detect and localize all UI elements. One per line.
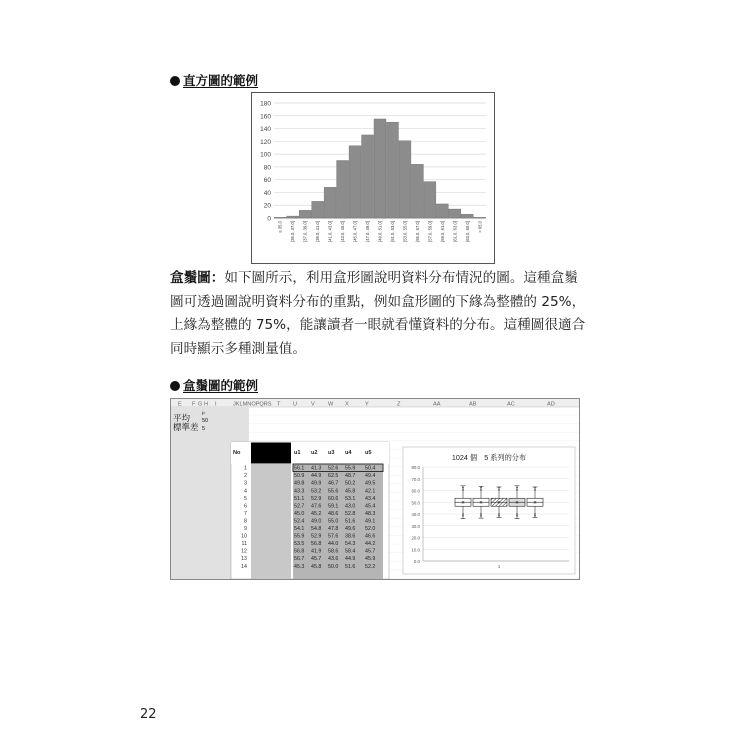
boxplot-outlier bbox=[480, 513, 482, 515]
table-cell: 62.5 bbox=[328, 473, 339, 480]
y-tick-label: 160 bbox=[260, 113, 271, 121]
boxplot-outlier bbox=[498, 513, 500, 515]
table-cell: 56.8 bbox=[294, 548, 305, 555]
column-letter: AB bbox=[469, 401, 477, 408]
row-number: 8 bbox=[244, 518, 247, 525]
boxplot-outlier bbox=[462, 513, 464, 515]
histogram-bar bbox=[411, 164, 423, 218]
table-cell: 45.2 bbox=[311, 510, 322, 517]
table-cell: 53.5 bbox=[294, 541, 305, 548]
histogram-bar bbox=[349, 146, 361, 218]
table-cell: 52.9 bbox=[311, 495, 322, 502]
histogram-bar bbox=[299, 210, 311, 218]
histogram-bar bbox=[399, 141, 411, 218]
table-cell: 55.6 bbox=[328, 488, 339, 495]
spreadsheet-svg bbox=[171, 399, 579, 579]
y-tick-label: 180 bbox=[260, 100, 271, 108]
table-cell: 48.6 bbox=[328, 510, 339, 517]
boxplot-outlier bbox=[498, 515, 500, 517]
table-cell: 52.2 bbox=[365, 563, 376, 570]
table-cell: 59.1 bbox=[328, 503, 339, 510]
table-cell: 54.3 bbox=[345, 541, 356, 548]
table-cell: 51.6 bbox=[345, 563, 356, 570]
x-tick-label: (51.0, 53.0] bbox=[389, 221, 395, 243]
boxplot-y-tick: 70.0 bbox=[411, 476, 420, 482]
boxplot-outlier bbox=[534, 489, 536, 491]
gray-column bbox=[251, 464, 291, 579]
column-letter: T bbox=[277, 401, 281, 408]
table-cell: 43.0 bbox=[345, 503, 356, 510]
table-cell: 52.9 bbox=[311, 533, 322, 540]
row-number: 4 bbox=[244, 488, 247, 495]
table-cell: 45.0 bbox=[294, 510, 305, 517]
table-cell: 55.9 bbox=[294, 533, 305, 540]
boxplot-outlier bbox=[480, 515, 482, 517]
table-cell: 49.8 bbox=[294, 480, 305, 487]
y-tick-label: 20 bbox=[263, 202, 271, 210]
table-cell: 50.4 bbox=[365, 465, 376, 472]
bullet-icon bbox=[170, 76, 180, 86]
x-tick-label: (39.0, 41.0] bbox=[315, 221, 321, 243]
sd-value: 5 bbox=[202, 426, 206, 432]
table-cell: 45.3 bbox=[294, 563, 305, 570]
column-letter: F bbox=[192, 401, 196, 408]
table-cell: 44.2 bbox=[365, 541, 376, 548]
row-number: 3 bbox=[244, 480, 247, 487]
section-heading-boxplot bbox=[170, 376, 258, 394]
table-cell: 53.1 bbox=[345, 495, 356, 502]
table-cell: 44.9 bbox=[311, 473, 322, 480]
histogram-bar bbox=[374, 119, 386, 218]
boxplot-y-tick: 20.0 bbox=[411, 535, 420, 541]
column-letter: Z bbox=[397, 401, 401, 408]
table-cell: 56.1 bbox=[294, 465, 305, 472]
boxplot-outlier bbox=[534, 513, 536, 515]
column-letter: AC bbox=[507, 401, 515, 408]
x-tick-label: (43.0, 45.0] bbox=[340, 221, 346, 243]
table-cell: 38.6 bbox=[345, 533, 356, 540]
mu-label: μ bbox=[202, 410, 205, 415]
table-cell: 46.7 bbox=[328, 480, 339, 487]
table-header-cell: u5 bbox=[365, 450, 372, 456]
boxplot-mean-marker: × bbox=[515, 500, 519, 507]
table-cell: 50.9 bbox=[294, 473, 305, 480]
x-tick-label: (49.0, 51.0] bbox=[377, 221, 383, 243]
paragraph-line: 圖可透過圖說明資料分布的重點，例如盒形圖的下緣為整體的 25%， bbox=[170, 293, 586, 310]
y-tick-label: 40 bbox=[263, 189, 271, 197]
table-cell: 41.3 bbox=[311, 465, 322, 472]
x-tick-label: (59.0, 61.0] bbox=[439, 221, 445, 243]
table-header-cell: u1 bbox=[294, 450, 301, 456]
table-cell: 43.4 bbox=[365, 495, 376, 502]
histogram-bar bbox=[436, 204, 448, 218]
column-letter: JKLMNOPQRS bbox=[233, 401, 272, 408]
paragraph-line: 同時顯示多種測量值。 bbox=[170, 340, 306, 357]
table-cell: 49.0 bbox=[311, 518, 322, 525]
table-cell: 58.6 bbox=[328, 548, 339, 555]
table-cell: 51.1 bbox=[294, 495, 305, 502]
boxplot-mean-marker: × bbox=[497, 500, 501, 507]
row-number: 9 bbox=[244, 526, 247, 532]
table-cell: 57.6 bbox=[328, 533, 339, 540]
table-cell: 42.1 bbox=[365, 488, 376, 495]
row-number: 10 bbox=[241, 533, 247, 540]
boxplot-y-tick: 40.0 bbox=[411, 512, 420, 517]
boxplot-y-tick: 60.0 bbox=[411, 488, 420, 494]
histogram-chart bbox=[251, 92, 495, 264]
table-cell: 46.6 bbox=[365, 533, 376, 540]
x-tick-label: (53.0, 55.0] bbox=[402, 221, 408, 243]
row-number: 13 bbox=[241, 556, 247, 563]
row-number: 5 bbox=[244, 495, 247, 502]
table-cell: 49.9 bbox=[311, 480, 322, 487]
section-title: 直方圖的範例 bbox=[183, 73, 259, 88]
x-tick-label: ≤ 35.0 bbox=[277, 221, 283, 233]
row-number: 7 bbox=[244, 510, 247, 517]
boxplot-y-tick: 30.0 bbox=[411, 523, 420, 529]
table-cell: 50.0 bbox=[328, 563, 339, 570]
table-cell: 52.7 bbox=[294, 503, 305, 510]
histogram-bar bbox=[337, 161, 349, 219]
table-cell: 45.9 bbox=[365, 556, 376, 563]
table-cell: 58.4 bbox=[345, 548, 356, 555]
column-letter: H bbox=[204, 401, 209, 408]
column-letter: AA bbox=[433, 401, 441, 408]
table-cell: 45.8 bbox=[345, 488, 356, 495]
histogram-bar bbox=[274, 217, 286, 218]
paragraph-text: 如下圖所示，利用盒形圖說明資料分布情況的圖。這種盒鬚 bbox=[224, 270, 578, 286]
table-cell: 56.8 bbox=[311, 541, 322, 548]
table-cell: 49.1 bbox=[365, 518, 376, 525]
table-cell: 44.0 bbox=[328, 541, 339, 548]
y-tick-label: 100 bbox=[260, 151, 271, 159]
column-letter: E bbox=[178, 401, 182, 408]
boxplot-outlier bbox=[534, 487, 536, 489]
boxplot-outlier bbox=[516, 513, 518, 515]
table-cell: 49.6 bbox=[345, 526, 356, 532]
boxplot-outlier bbox=[462, 489, 464, 491]
table-cell: 47.8 bbox=[328, 526, 339, 532]
boxplot-title: 1024 個 5 系列的分布 bbox=[451, 453, 527, 462]
x-tick-label: (63.0, 65.0] bbox=[464, 221, 470, 243]
boxplot-outlier bbox=[516, 487, 518, 489]
x-tick-label: (57.0, 59.0] bbox=[427, 221, 433, 243]
histogram-bar bbox=[449, 209, 461, 218]
table-cell: 45.7 bbox=[365, 548, 376, 555]
column-letter: U bbox=[293, 401, 298, 408]
x-tick-label: (35.0, 37.0] bbox=[290, 221, 296, 243]
histogram-bar bbox=[287, 216, 299, 218]
x-tick-label: (55.0, 57.0] bbox=[414, 221, 420, 243]
y-tick-label: 80 bbox=[263, 164, 271, 172]
table-cell: 55.9 bbox=[345, 465, 356, 472]
table-header-cell: u2 bbox=[311, 450, 318, 456]
histogram-svg bbox=[252, 93, 494, 263]
column-letter: X bbox=[345, 401, 349, 408]
table-cell: 53.2 bbox=[311, 488, 322, 495]
boxplot-outlier bbox=[462, 487, 464, 489]
boxplot-mean-marker: × bbox=[461, 500, 465, 507]
column-letter: G bbox=[198, 401, 203, 408]
y-tick-label: 60 bbox=[263, 177, 271, 185]
table-cell: 49.5 bbox=[365, 480, 376, 487]
section-title: 盒鬚圖的範例 bbox=[183, 378, 259, 393]
y-tick-label: 140 bbox=[260, 126, 271, 134]
y-tick-label: 120 bbox=[260, 138, 271, 146]
x-tick-label: (47.0, 49.0] bbox=[365, 221, 371, 243]
table-cell: 48.7 bbox=[345, 473, 356, 480]
table-cell: 52.4 bbox=[294, 518, 305, 525]
x-tick-label: > 65.0 bbox=[477, 221, 483, 233]
boxplot-x-label: 1 bbox=[497, 564, 501, 569]
mean-label: 平均 bbox=[173, 413, 191, 423]
row-number: 1 bbox=[244, 465, 247, 472]
boxplot-outlier bbox=[516, 515, 518, 517]
boxplot-y-tick: 0.0 bbox=[413, 559, 420, 564]
column-letter: W bbox=[328, 401, 334, 408]
table-header-cell: No bbox=[233, 450, 241, 456]
table-cell: 49.4 bbox=[365, 473, 376, 480]
table-cell: 41.9 bbox=[311, 548, 322, 555]
row-number: 12 bbox=[241, 548, 247, 555]
term-label: 盒鬚圖： bbox=[170, 270, 225, 286]
section-heading-histogram bbox=[170, 71, 258, 89]
table-cell: 45.8 bbox=[311, 563, 322, 570]
table-cell: 44.9 bbox=[345, 556, 356, 563]
table-cell: 55.0 bbox=[328, 518, 339, 525]
boxplot-mean-marker: × bbox=[533, 500, 537, 507]
column-letter: I bbox=[215, 401, 217, 408]
boxplot-outlier bbox=[498, 489, 500, 491]
spreadsheet-screenshot bbox=[170, 398, 580, 580]
row-number: 11 bbox=[241, 541, 247, 548]
column-letter: V bbox=[311, 401, 315, 408]
body-paragraph bbox=[170, 267, 590, 361]
table-cell: 47.6 bbox=[311, 503, 322, 510]
table-cell: 45.7 bbox=[311, 556, 322, 563]
table-cell: 51.6 bbox=[345, 518, 356, 525]
histogram-bar bbox=[312, 201, 324, 218]
boxplot-outlier bbox=[462, 515, 464, 517]
header-black-block bbox=[251, 443, 291, 464]
bullet-icon bbox=[170, 381, 180, 391]
boxplot-y-tick: 50.0 bbox=[411, 500, 420, 506]
histogram-bar bbox=[474, 217, 486, 218]
column-letter: Y bbox=[365, 401, 369, 408]
table-cell: 52.0 bbox=[365, 526, 376, 532]
histogram-bar bbox=[386, 122, 398, 218]
table-cell: 54.1 bbox=[294, 526, 305, 532]
table-cell: 43.6 bbox=[328, 556, 339, 563]
table-cell: 48.3 bbox=[365, 510, 376, 517]
row-number: 2 bbox=[244, 473, 247, 480]
row-number: 6 bbox=[244, 503, 247, 510]
boxplot-outlier bbox=[516, 489, 518, 491]
x-tick-label: (37.0, 39.0] bbox=[302, 221, 308, 243]
table-cell: 54.8 bbox=[311, 526, 322, 532]
boxplot-mean-marker: × bbox=[479, 500, 483, 507]
boxplot-outlier bbox=[534, 515, 536, 517]
x-tick-label: (41.0, 43.0] bbox=[327, 221, 333, 243]
boxplot-outlier bbox=[498, 487, 500, 489]
table-cell: 50.2 bbox=[345, 480, 356, 487]
table-cell: 43.3 bbox=[294, 488, 305, 495]
boxplot-y-tick: 80.0 bbox=[411, 465, 420, 470]
paragraph-line bbox=[170, 267, 590, 291]
histogram-bar bbox=[424, 182, 436, 218]
boxplot-y-tick: 10.0 bbox=[411, 547, 420, 553]
x-tick-label: (45.0, 47.0] bbox=[352, 221, 358, 243]
page-number: 22 bbox=[140, 707, 157, 722]
table-cell: 60.6 bbox=[328, 495, 339, 502]
mean-value: 50 bbox=[202, 418, 209, 424]
boxplot-outlier bbox=[480, 487, 482, 489]
row-number: 14 bbox=[241, 563, 247, 570]
table-header-cell: u3 bbox=[328, 450, 335, 456]
x-tick-label: (61.0, 63.0] bbox=[452, 221, 458, 243]
boxplot-outlier bbox=[480, 489, 482, 491]
table-header-cell: u4 bbox=[345, 450, 352, 456]
histogram-bar bbox=[461, 214, 473, 218]
column-letter: AD bbox=[547, 401, 555, 408]
table-cell: 52.6 bbox=[328, 465, 339, 472]
table-cell: 45.4 bbox=[365, 503, 376, 510]
histogram-bar bbox=[362, 135, 374, 218]
table-cell: 52.8 bbox=[345, 510, 356, 517]
y-tick-label: 0 bbox=[267, 215, 271, 223]
histogram-bar bbox=[324, 187, 336, 218]
table-cell: 56.7 bbox=[294, 556, 305, 563]
paragraph-line: 上緣為整體的 75%，能讓讀者一眼就看懂資料的分布。這種圖很適合 bbox=[170, 317, 586, 333]
boxplot-chart-frame bbox=[403, 447, 575, 574]
sd-label: 標準差 bbox=[173, 422, 199, 432]
